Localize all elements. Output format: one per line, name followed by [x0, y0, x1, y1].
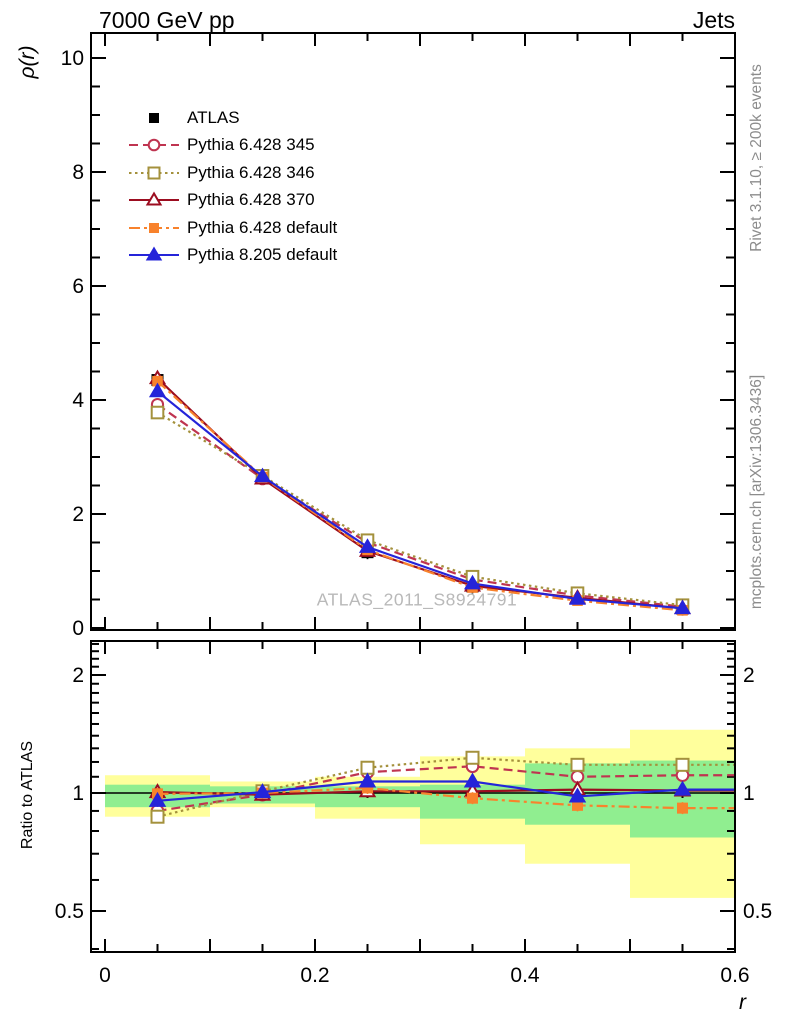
ratio-y-tick-label-right: 0.5 [743, 900, 773, 923]
main-y-tick-label: 0 [72, 617, 84, 640]
main-y-tick-label: 8 [72, 161, 84, 184]
title-beam: 7000 GeV pp [99, 7, 235, 33]
ratio-y-axis-label: Ratio to ATLAS [19, 740, 36, 850]
legend-marker-pythia-6-428-default [127, 218, 181, 238]
x-tick-label: 0.4 [510, 964, 540, 987]
main-y-tick-label: 4 [72, 389, 84, 412]
legend-item-pythia-6-428-345 [127, 132, 337, 160]
main-series-pythia-8-205-default [151, 385, 690, 614]
legend-label: Pythia 6.428 370 [187, 190, 315, 210]
legend-marker-pythia-6-428-370 [127, 190, 181, 210]
main-series-pythia-6-428-345 [152, 399, 688, 612]
legend-item-pythia-6-428-default [127, 214, 337, 242]
main-series-pythia-6-428-default [152, 376, 688, 616]
uncertainty-bands [105, 730, 735, 898]
legend-item-pythia-6-428-346 [127, 159, 337, 187]
main-y-tick-label: 2 [72, 503, 84, 526]
x-axis-label: r [739, 991, 746, 1014]
legend-item-pythia-6-428-370 [127, 187, 337, 215]
ratio-y-tick-label-left: 2 [72, 664, 84, 687]
legend-label: Pythia 6.428 346 [187, 162, 315, 182]
ratio-y-tick-label-right: 2 [743, 664, 755, 687]
main-y-tick-label: 6 [72, 275, 84, 298]
main-y-axis-label: ρ(r) [16, 45, 39, 79]
main-panel-data [151, 372, 690, 616]
x-tick-label: 0 [99, 964, 111, 987]
title-analysis-group: Jets [692, 7, 735, 33]
legend-label: Pythia 6.428 345 [187, 135, 315, 155]
legend-label: Pythia 6.428 default [187, 217, 338, 237]
main-series-pythia-6-428-370 [151, 372, 690, 614]
legend [127, 104, 337, 269]
ratio-y-tick-label-left: 0.5 [54, 900, 84, 923]
main-series-pythia-6-428-346 [152, 407, 689, 611]
main-y-tick-label: 10 [60, 47, 84, 70]
x-tick-label: 0.6 [720, 964, 750, 987]
reference-series-atlas [152, 373, 689, 616]
legend-label: ATLAS [187, 107, 240, 127]
x-tick-label: 0.2 [300, 964, 330, 987]
legend-item-pythia-8-205-default [127, 242, 337, 270]
legend-marker-pythia-8-205-default [127, 245, 181, 265]
ratio-y-tick-label-left: 1 [72, 782, 84, 805]
legend-marker-pythia-6-428-345 [127, 135, 181, 155]
legend-marker-atlas [127, 108, 181, 128]
legend-label: Pythia 8.205 default [187, 245, 338, 265]
analysis-id-watermark: ATLAS_2011_S8924791 [316, 589, 518, 610]
legend-item-atlas [127, 104, 337, 132]
rivet-version-note: Rivet 3.1.10, ≥ 200k events [748, 64, 765, 252]
legend-marker-pythia-6-428-346 [127, 163, 181, 183]
mcplots-arxiv-note: mcplots.cern.ch [arXiv:1306.3436] [748, 374, 765, 610]
ratio-y-tick-label-right: 1 [743, 782, 755, 805]
